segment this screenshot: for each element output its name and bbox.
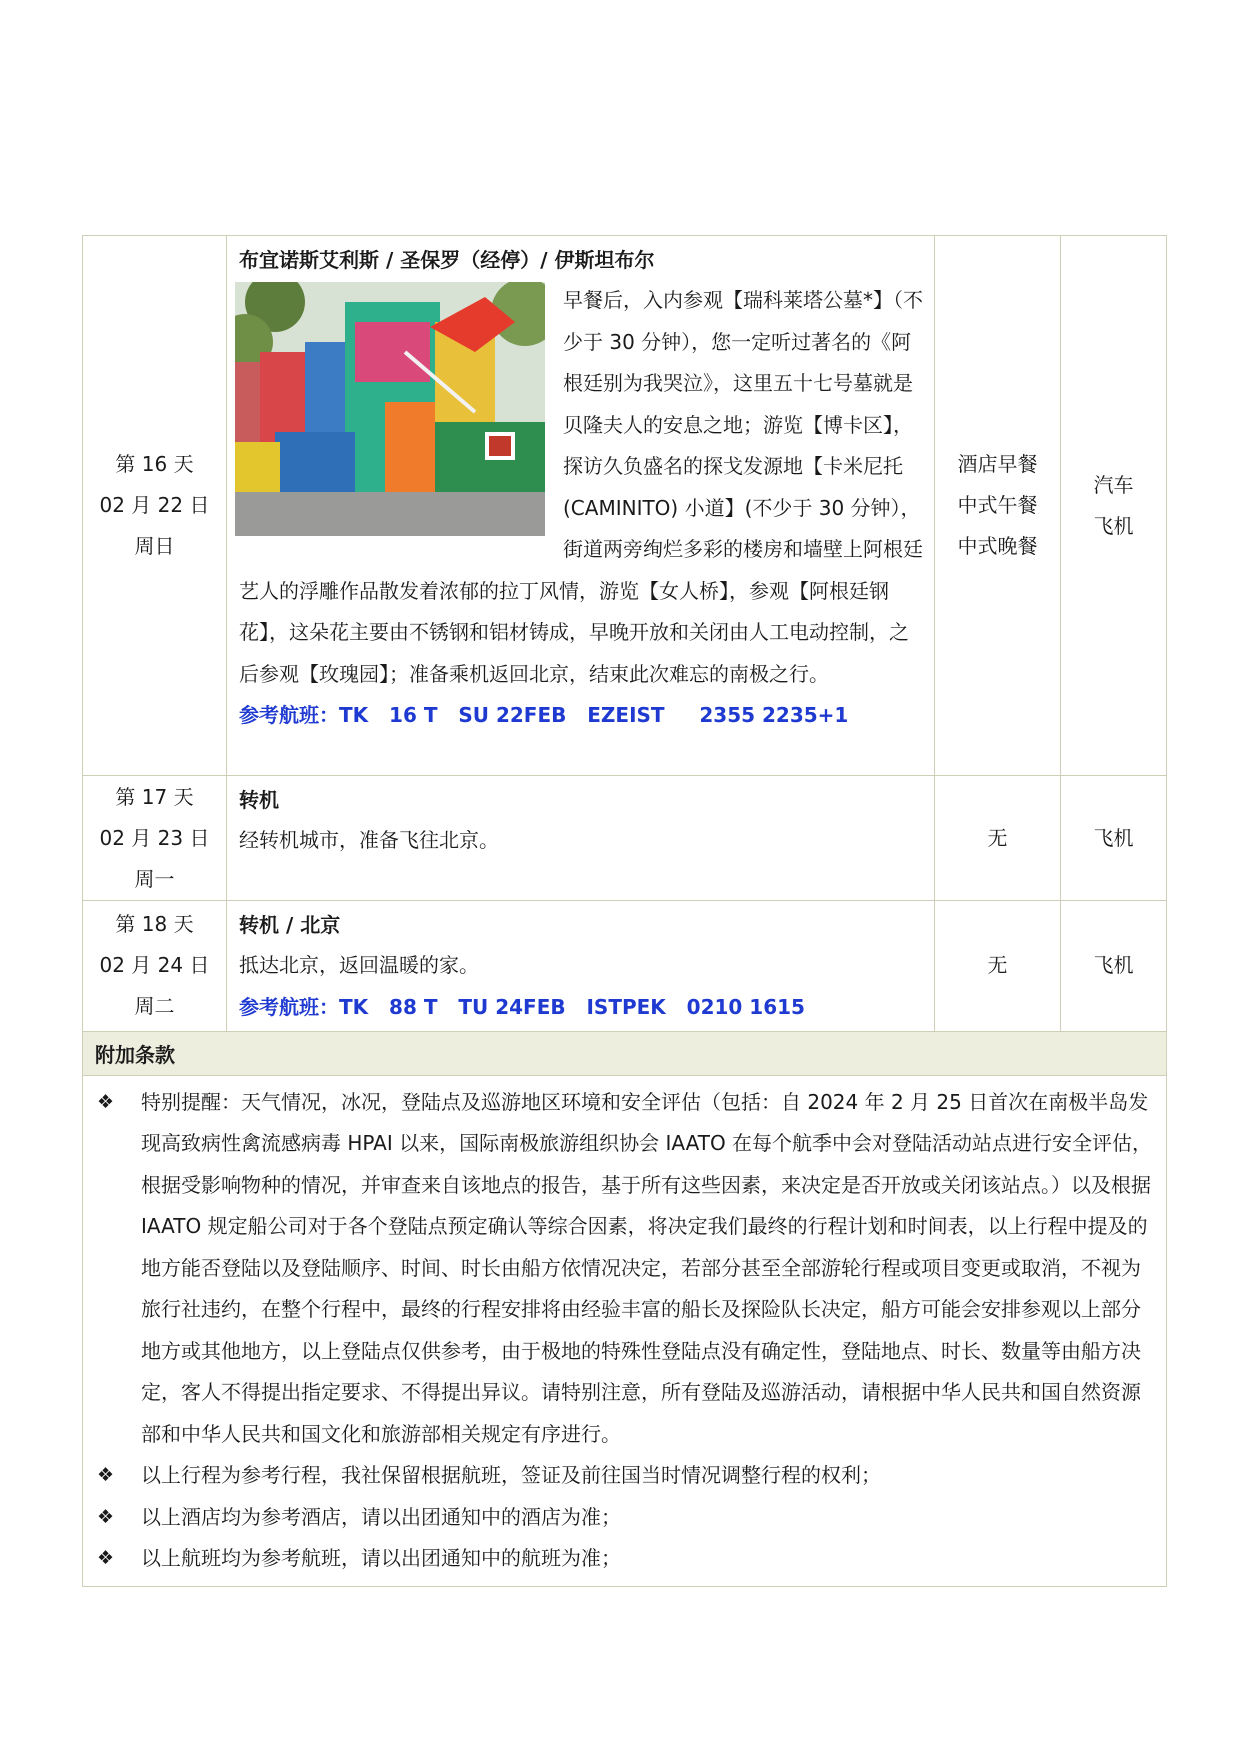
- meals-cell: [935, 901, 1061, 1032]
- transport-cell: [1061, 776, 1167, 901]
- list-item: [93, 1082, 1156, 1456]
- term-text: 以上航班均为参考航班，请以出团通知中的航班为准；: [141, 1546, 621, 1570]
- transport-item: 汽车: [1093, 472, 1134, 497]
- day-description: 抵达北京，返回温暖的家。: [239, 953, 479, 977]
- day-cell: [83, 901, 227, 1032]
- transport-cell: [1061, 901, 1167, 1032]
- day-weekday: 周一: [134, 866, 175, 891]
- transport-item: 飞机: [1093, 953, 1134, 978]
- diamond-bullet-icon: ❖: [97, 1464, 115, 1486]
- itinerary-table: [82, 235, 1167, 1587]
- meal-item: 酒店早餐: [957, 452, 1038, 476]
- meals-cell: [935, 236, 1061, 776]
- itinerary-sheet: [82, 235, 1166, 1587]
- term-text: 特别提醒：天气情况，冰况，登陆点及巡游地区环境和安全评估（包括：自 2024 年 2 月 25 日首次在南极半岛发现高致病性禽流感病毒 HPAI 以来，国际南极旅游组织协会 IAATO 在每个航季中会对登陆活动站点进行安全评估，根据受影响物种的情况，并审查来自该地点的报告，基于所有这些因素，来决定是否开放或关闭该站点。）以及根据 IAATO 规定船公司对于各个登陆点预定确认等综合因素，将决定我们最终的行程计划和时间表，以上行程中提及的地方能否登陆以及登陆顺序、时间、时长由船方依情况决定，若部分甚至全部游轮行程或项目变更或取消，不视为旅行社违约，在整个行程中，最终的行程安排将由经验丰富的船长及探险队长决定，船方可能会安排参观以上部分地方或其他地方，以上登陆点仅供参考，由于极地的特殊性登陆点没有确定性，登陆地点、时长、数量等由船方决定，客人不得提出指定要求、不得提出异议。请特别注意，所有登陆及巡游活动，请根据中华人民共和国自然资源部和中华人民共和国文化和旅游部相关规定有序进行。: [141, 1089, 1153, 1446]
- day-weekday: 周日: [134, 534, 175, 558]
- day-cell: [83, 236, 227, 776]
- meal-item: 无: [987, 825, 1008, 850]
- term-text: 以上行程为参考行程，我社保留根据航班，签证及前往国当时情况调整行程的权利；: [141, 1463, 881, 1487]
- meal-item: 无: [987, 953, 1008, 978]
- day-content: [227, 901, 935, 1032]
- itinerary-row-day-17: [83, 776, 1167, 901]
- extra-terms-heading: 附加条款: [83, 1031, 1167, 1075]
- day-date: 02 月 23 日: [99, 825, 210, 850]
- transport-cell: [1061, 236, 1167, 776]
- list-item: [93, 1538, 1156, 1580]
- diamond-bullet-icon: ❖: [97, 1505, 115, 1528]
- day-description: 经转机城市，准备飞往北京。: [239, 828, 499, 852]
- la-boca-colorful-houses-photo: [235, 282, 545, 536]
- day-title: 布宜诺斯艾利斯 / 圣保罗（经停）/ 伊斯坦布尔: [239, 248, 655, 272]
- diamond-bullet-icon: ❖: [97, 1090, 115, 1113]
- day-date: 02 月 22 日: [99, 493, 210, 517]
- day-weekday: 周二: [134, 994, 175, 1019]
- meal-item: 中式午餐: [957, 493, 1038, 517]
- day-number: 第 16 天: [115, 452, 194, 476]
- day-content: [227, 236, 935, 776]
- list-item: [93, 1497, 1156, 1539]
- meal-item: 中式晚餐: [957, 534, 1038, 558]
- reference-flight: 参考航班：TK 16 T SU 22FEB EZEIST 2355 2235+1: [239, 703, 849, 727]
- day-date: 02 月 24 日: [99, 953, 210, 978]
- day-number: 第 18 天: [115, 912, 194, 937]
- day-number: 第 17 天: [115, 784, 194, 809]
- itinerary-row-day-18: [83, 901, 1167, 1032]
- list-item: [93, 1455, 1156, 1497]
- day-cell: [83, 776, 227, 901]
- transport-item: 飞机: [1093, 513, 1134, 538]
- diamond-bullet-icon: ❖: [97, 1547, 115, 1569]
- extra-terms-header-row: [83, 1031, 1167, 1075]
- day-title: 转机: [239, 788, 279, 812]
- itinerary-row-day-16: [83, 236, 1167, 776]
- reference-flight: 参考航班：TK 88 T TU 24FEB ISTPEK 0210 1615: [239, 994, 805, 1019]
- extra-terms-list: [83, 1075, 1167, 1586]
- day-title: 转机 / 北京: [239, 913, 341, 937]
- term-text: 以上酒店均为参考酒店，请以出团通知中的酒店为准；: [141, 1504, 621, 1529]
- meals-cell: [935, 776, 1061, 901]
- day-content: [227, 776, 935, 901]
- transport-item: 飞机: [1093, 825, 1134, 850]
- extra-terms-body-row: [83, 1075, 1167, 1586]
- day-description: 早餐后，入内参观【瑞科莱塔公墓*】（不少于 30 分钟），您一定听过著名的《阿根廷别为我哭泣》，这里五十七号墓就是贝隆夫人的安息之地；游览【博卡区】，探访久负盛名的探戈发源地【卡米尼托 (CAMINITO) 小道】(不少于 30 分钟），街道两旁绚烂多彩的楼房和墙壁上阿根廷艺人的浮雕作品散发着浓郁的拉丁风情，游览【女人桥】，参观【阿根廷钢花】，这朵花主要由不锈钢和铝材铸成，早晚开放和关闭由人工电动控制，之后参观【玫瑰园】；准备乘机返回北京，结束此次难忘的南极之行。: [239, 288, 923, 686]
